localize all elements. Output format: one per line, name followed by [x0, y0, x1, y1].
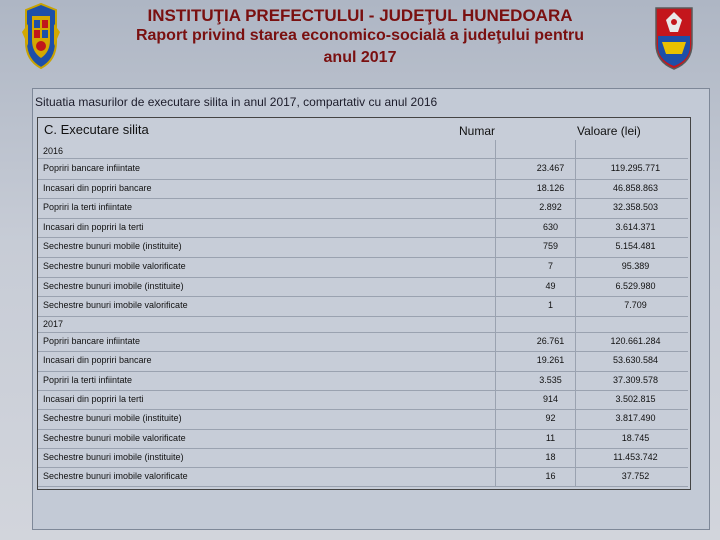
table-section-label: C. Executare silita: [44, 122, 149, 137]
row-valoare: 6.529.980: [615, 280, 656, 291]
table-row: [38, 160, 688, 177]
row-valoare: 3.817.490: [615, 413, 656, 424]
column-header-numar: Numar: [459, 124, 496, 138]
page-title-line-1: INSTITUŢIA PREFECTULUI - JUDEŢUL HUNEDOARA: [147, 6, 573, 25]
row-label: Sechestre bunuri mobile valorificate: [43, 432, 186, 443]
row-valoare: 120.661.284: [610, 336, 661, 346]
row-valoare: 3.502.815: [615, 393, 656, 404]
table-row: [38, 410, 688, 427]
row-label: Popriri bancare infiintate: [43, 336, 141, 346]
row-numar: 26.761: [536, 336, 565, 346]
row-label: Popriri la terti infiintate: [43, 202, 133, 213]
table-row: [38, 430, 688, 447]
row-label: Popriri bancare infiintate: [43, 163, 141, 173]
row-label: Sechestre bunuri imobile (instituite): [43, 451, 184, 462]
row-valoare: 7.709: [624, 300, 647, 311]
row-numar: 2.892: [539, 202, 562, 213]
row-valoare: 53.630.584: [612, 355, 659, 366]
row-label: Sechestre bunuri mobile (instituite): [43, 413, 182, 424]
row-label: Incasari din popriri bancare: [43, 355, 152, 366]
page-title-line-2: Raport privind starea economico-socială a judeţului pentru: [135, 27, 585, 44]
row-numar: 3.535: [539, 374, 562, 385]
hunedoara-county-crest-icon: [652, 2, 696, 72]
row-label: Incasari din popriri la terti: [43, 221, 144, 232]
row-valoare: 11.453.742: [613, 451, 658, 462]
row-label: Incasari din popriri la terti: [43, 393, 144, 404]
column-header-valoare: Valoare (lei): [577, 124, 641, 138]
row-valoare: 32.358.503: [612, 202, 659, 213]
row-valoare: 5.154.481: [615, 241, 656, 252]
row-divider: [38, 158, 688, 159]
row-valoare: 119.295.771: [610, 163, 661, 173]
row-label: Sechestre bunuri imobile valorificate: [43, 300, 188, 311]
row-numar: 92: [545, 413, 556, 424]
table-row: [38, 219, 688, 236]
row-numar: 16: [545, 471, 556, 482]
row-numar: 23.467: [536, 163, 565, 173]
year-label-2016: 2016: [43, 146, 64, 156]
row-numar: 914: [542, 393, 559, 404]
row-numar: 49: [545, 280, 556, 291]
row-label: Sechestre bunuri mobile valorificate: [43, 261, 186, 271]
table-row: [38, 449, 688, 466]
table-row: [38, 297, 688, 314]
row-valoare: 37.309.578: [612, 374, 659, 385]
table-row: [38, 199, 688, 216]
row-valoare: 95.389: [621, 261, 650, 271]
table-row: [38, 468, 688, 485]
row-valoare: 3.614.371: [615, 221, 656, 232]
row-valoare: 18.745: [621, 432, 650, 443]
table-row: [38, 180, 688, 197]
table-row: [38, 238, 688, 255]
table-row: [38, 372, 688, 389]
table-row: [38, 278, 688, 295]
row-label: Sechestre bunuri mobile (instituite): [43, 241, 182, 252]
row-label: Sechestre bunuri imobile valorificate: [43, 471, 188, 482]
row-label: Sechestre bunuri imobile (instituite): [43, 280, 184, 291]
row-numar: 19.261: [536, 355, 565, 366]
row-numar: 7: [547, 261, 553, 271]
row-label: Incasari din popriri bancare: [43, 182, 152, 193]
page-title-line-3: anul 2017: [323, 49, 397, 66]
row-divider: [38, 316, 688, 317]
year-label-2017: 2017: [43, 319, 64, 329]
row-numar: 630: [542, 221, 559, 232]
table-row: [38, 258, 688, 275]
table-row: [38, 391, 688, 408]
row-numar: 759: [542, 241, 559, 252]
table-row: [38, 333, 688, 350]
panel-subtitle: Situatia masurilor de executare silita in anul 2017, compartativ cu anul 2016: [35, 95, 438, 109]
row-divider: [38, 486, 688, 487]
table-row: [38, 352, 688, 369]
row-numar: 1: [547, 300, 553, 311]
row-numar: 18.126: [536, 182, 565, 193]
row-valoare: 37.752: [621, 471, 650, 482]
romania-coat-of-arms-icon: [18, 2, 64, 72]
row-numar: 11: [545, 432, 556, 443]
row-numar: 18: [545, 451, 556, 462]
row-valoare: 46.858.863: [612, 182, 659, 193]
row-label: Popriri la terti infiintate: [43, 374, 133, 385]
